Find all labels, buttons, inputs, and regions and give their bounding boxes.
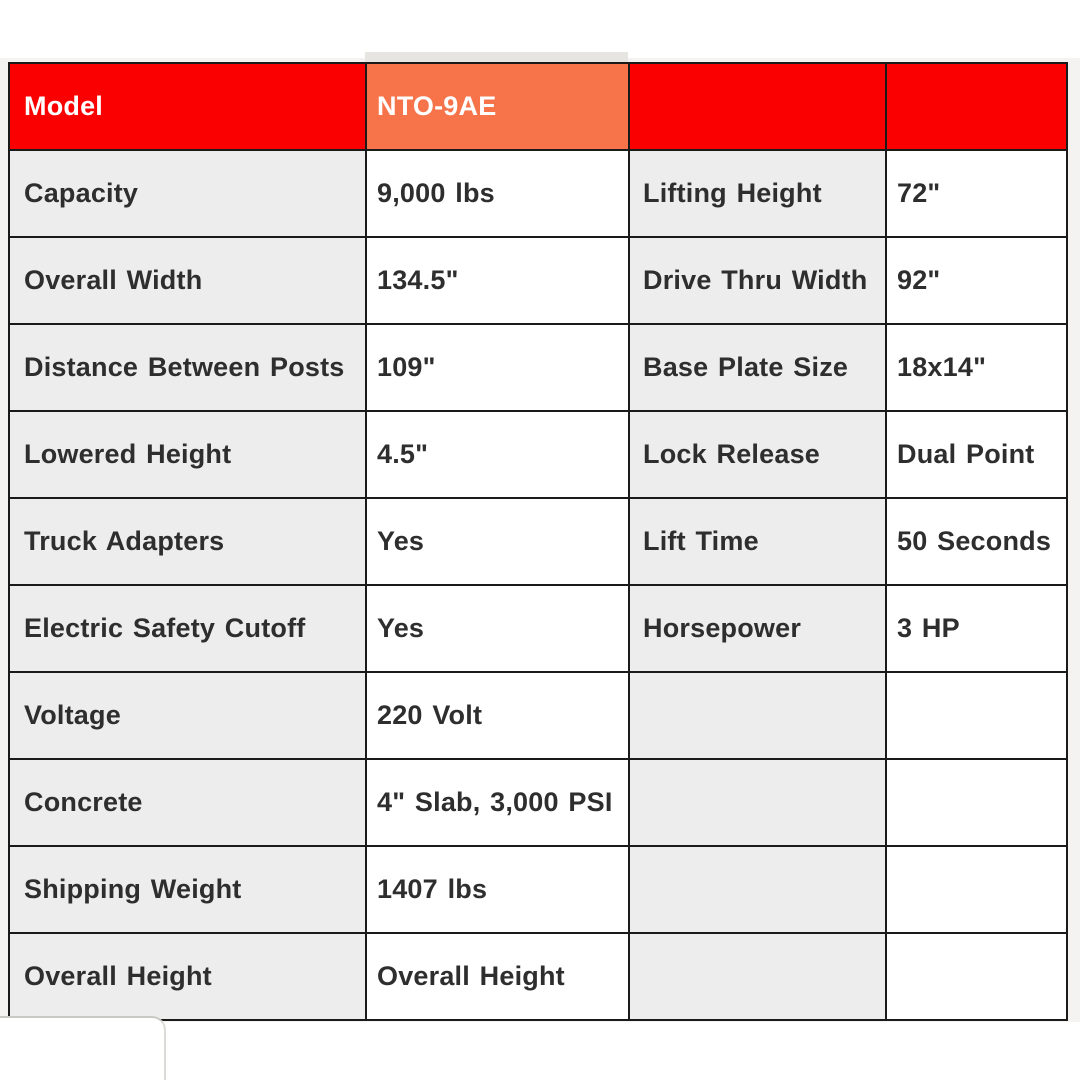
spec-label-cell: Overall Height: [9, 933, 366, 1020]
bottom-panel-corner: [0, 1016, 166, 1080]
spec-value-cell: 4.5": [366, 411, 629, 498]
table-row: [9, 411, 1067, 498]
table-row: [9, 498, 1067, 585]
table-row: [9, 324, 1067, 411]
spec-value-cell: 3 HP: [886, 585, 1067, 672]
spec-value-cell: Yes: [366, 585, 629, 672]
empty-header-cell: [886, 63, 1067, 150]
table-row: [9, 933, 1067, 1020]
header-row: [9, 63, 1067, 150]
model-value-header-cell: NTO-9AE: [366, 63, 629, 150]
spec-value-cell: 109": [366, 324, 629, 411]
table-row: [9, 846, 1067, 933]
spec-value-cell: 50 Seconds: [886, 498, 1067, 585]
spec-value-cell: Yes: [366, 498, 629, 585]
spec-label-cell: Base Plate Size: [629, 324, 886, 411]
spec-value-cell: [886, 672, 1067, 759]
table-row: [9, 585, 1067, 672]
spec-value-cell: 4" Slab, 3,000 PSI: [366, 759, 629, 846]
spec-label-cell: Capacity: [9, 150, 366, 237]
spec-label-cell: [629, 672, 886, 759]
spec-value-cell: 9,000 lbs: [366, 150, 629, 237]
spec-value-cell: 1407 lbs: [366, 846, 629, 933]
model-header-cell: Model: [9, 63, 366, 150]
table-row: [9, 672, 1067, 759]
spec-label-cell: Lifting Height: [629, 150, 886, 237]
spec-label-cell: Electric Safety Cutoff: [9, 585, 366, 672]
spec-label-cell: Shipping Weight: [9, 846, 366, 933]
spec-value-cell: 220 Volt: [366, 672, 629, 759]
spec-value-cell: 92": [886, 237, 1067, 324]
spec-table-body: [9, 150, 1067, 1020]
spec-value-cell: [886, 759, 1067, 846]
spec-label-cell: Lock Release: [629, 411, 886, 498]
spec-label-cell: Lift Time: [629, 498, 886, 585]
model-column-highlight-cap: [365, 52, 628, 62]
spec-label-cell: [629, 933, 886, 1020]
table-row: [9, 237, 1067, 324]
spec-label-cell: Drive Thru Width: [629, 237, 886, 324]
spec-label-cell: Truck Adapters: [9, 498, 366, 585]
spec-label-cell: Concrete: [9, 759, 366, 846]
spec-value-cell: 72": [886, 150, 1067, 237]
spec-label-cell: Voltage: [9, 672, 366, 759]
spec-value-cell: Overall Height: [366, 933, 629, 1020]
empty-header-cell: [629, 63, 886, 150]
spec-label-cell: [629, 846, 886, 933]
table-row: [9, 759, 1067, 846]
spec-table: [8, 62, 1068, 1021]
table-row: [9, 150, 1067, 237]
spec-label-cell: Horsepower: [629, 585, 886, 672]
spec-value-cell: Dual Point: [886, 411, 1067, 498]
spec-value-cell: 18x14": [886, 324, 1067, 411]
spec-label-cell: Lowered Height: [9, 411, 366, 498]
spec-value-cell: 134.5": [366, 237, 629, 324]
spec-label-cell: Overall Width: [9, 237, 366, 324]
spec-label-cell: [629, 759, 886, 846]
spec-value-cell: [886, 933, 1067, 1020]
spec-value-cell: [886, 846, 1067, 933]
spec-label-cell: Distance Between Posts: [9, 324, 366, 411]
